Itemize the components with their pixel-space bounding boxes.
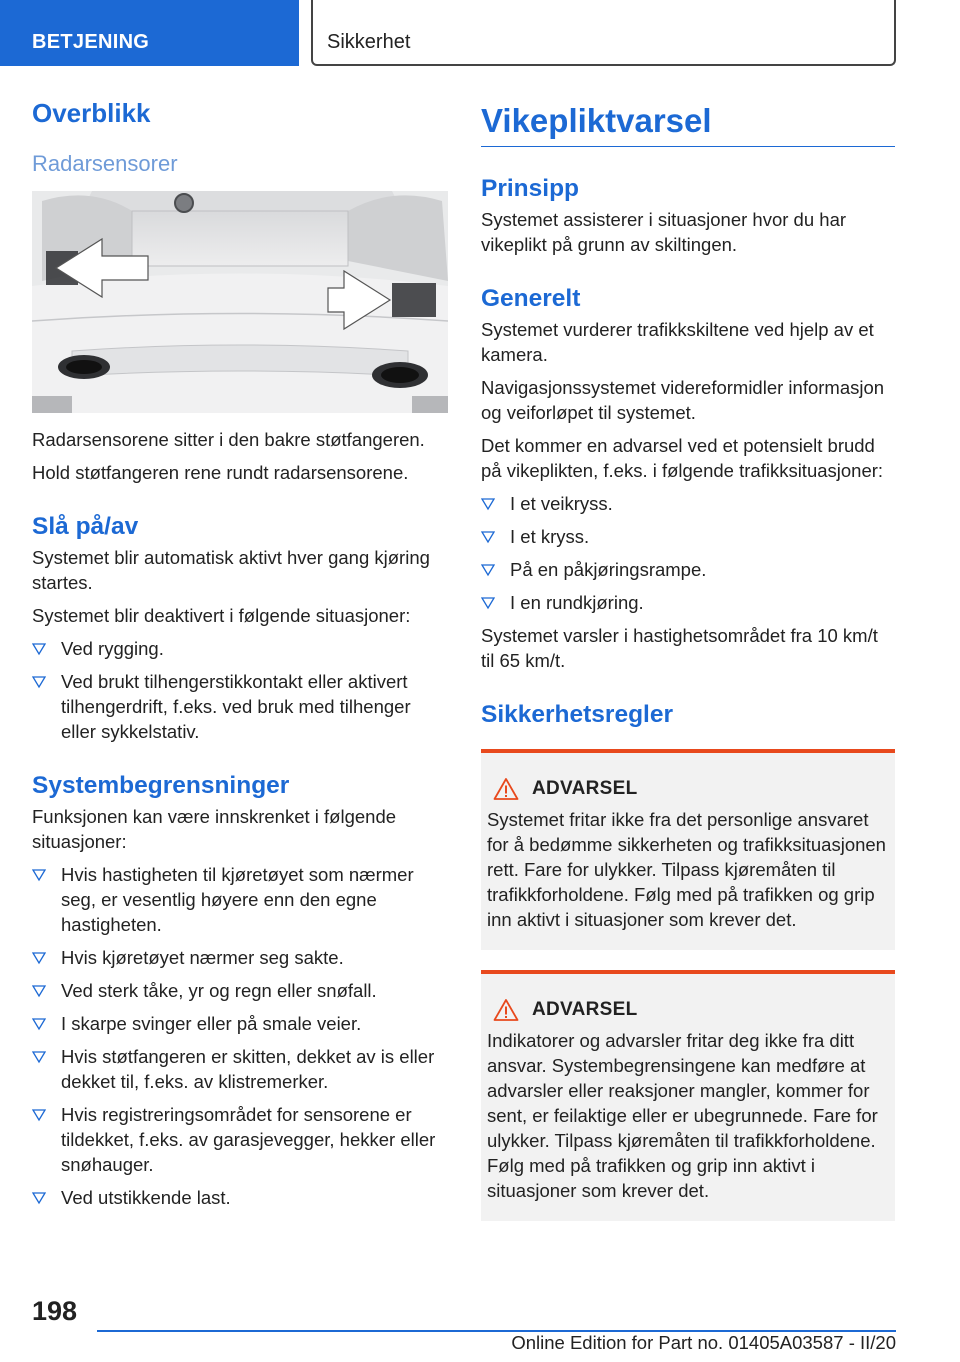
- bullet-list: [32, 636, 448, 744]
- list-item-text: Ved sterk tåke, yr og regn eller snøfall.: [61, 980, 377, 1001]
- list-item: [32, 1102, 448, 1177]
- paragraph: Systemet blir deaktivert i følgende situasjoner:: [32, 605, 411, 626]
- general-heading: Generelt: [481, 285, 581, 312]
- paragraph: Systemet varsler i hastighetsområdet fra 10 km/t til 65 km/t.: [481, 625, 878, 671]
- overview-heading: Overblikk: [32, 98, 151, 128]
- list-item: [32, 1044, 448, 1094]
- onoff-heading: Slå på/av: [32, 513, 139, 540]
- list-item-text: I en rundkjøring.: [510, 592, 644, 613]
- paragraph: Hold støtfangeren rene rundt radarsensorene.: [32, 462, 409, 483]
- warning-text: Indikatorer og advarsler fritar deg ikke fra ditt ansvar. Systembegrensingene kan medføre at advarsler eller reaksjoner mangler, kommer for sent, er feilaktige eller er ubegrunnede. Fare for ulykker. Tilpass kjøremåten til trafikkforholdene. Følg med på trafikken og grip inn aktivt i situasjoner som krever det.: [487, 1030, 878, 1201]
- bullet-triangle-icon: [32, 675, 46, 689]
- list-item-text: Hvis hastigheten til kjøretøyet som nærmer seg, er vesentlig høyere enn den egne hastigheten.: [61, 864, 414, 935]
- list-item: [481, 524, 895, 549]
- principle-heading: Prinsipp: [481, 175, 580, 202]
- bullet-triangle-icon: [32, 1108, 46, 1122]
- page-number: 198: [32, 1296, 78, 1326]
- list-item: [32, 669, 448, 744]
- bullet-triangle-icon: [481, 530, 495, 544]
- list-item: [32, 945, 448, 970]
- car-rear-radar-illustration: [32, 191, 448, 413]
- list-item: [481, 590, 895, 615]
- bullet-list: [32, 862, 448, 1210]
- bullet-triangle-icon: [32, 1191, 46, 1205]
- yield-warning-heading: Vikepliktvarsel: [481, 102, 895, 147]
- left-column: [32, 98, 448, 1218]
- warning-title: ADVARSEL: [532, 778, 638, 799]
- list-item-text: I et kryss.: [510, 526, 590, 547]
- page-header: [0, 0, 960, 66]
- bullet-triangle-icon: [32, 984, 46, 998]
- limits-heading: Systembegrensninger: [32, 772, 290, 799]
- bullet-triangle-icon: [481, 563, 495, 577]
- list-item: [32, 636, 448, 661]
- warning-triangle-icon: [493, 998, 519, 1022]
- paragraph: Det kommer en advarsel ved et potensielt brudd på vikeplikten, f.eks. i følgende trafikksituasjoner:: [481, 435, 884, 481]
- right-column: [481, 98, 895, 1221]
- paragraph: Navigasjonssystemet videreformidler informasjon og veiforløpet til systemet.: [481, 377, 885, 423]
- list-item: [481, 491, 895, 516]
- list-item-text: Hvis kjøretøyet nærmer seg sakte.: [61, 947, 344, 968]
- bullet-triangle-icon: [481, 497, 495, 511]
- list-item-text: Hvis registreringsområdet for sensorene er tildekket, f.eks. av garasjevegger, hekker eller snøhauger.: [61, 1104, 436, 1175]
- edition-info: Online Edition for Part no. 01405A03587 - II/20: [511, 1332, 896, 1353]
- list-item-text: Hvis støtfangeren er skitten, dekket av is eller dekket til, f.eks. av klistremerker.: [61, 1046, 435, 1092]
- warning-title: ADVARSEL: [532, 999, 638, 1020]
- bullet-triangle-icon: [481, 596, 495, 610]
- list-item-text: På en påkjøringsrampe.: [510, 559, 707, 580]
- bullet-list: [481, 491, 895, 615]
- paragraph: Funksjonen kan være innskrenket i følgende situasjoner:: [32, 806, 397, 852]
- paragraph: Radarsensorene sitter i den bakre støtfangeren.: [32, 429, 425, 450]
- warning-title-row: [493, 998, 887, 1022]
- list-item-text: I et veikryss.: [510, 493, 613, 514]
- paragraph: Systemet blir automatisk aktivt hver gang kjøring startes.: [32, 547, 430, 593]
- list-item: [32, 1185, 448, 1210]
- bullet-triangle-icon: [32, 642, 46, 656]
- list-item-text: Ved rygging.: [61, 638, 164, 659]
- list-item: [481, 557, 895, 582]
- radar-sensors-subheading: Radarsensorer: [32, 151, 178, 176]
- chapter-tab: BETJENING: [0, 0, 299, 66]
- paragraph: Systemet vurderer trafikkskiltene ved hjelp av et kamera.: [481, 319, 874, 365]
- list-item-text: Ved brukt tilhengerstikkontakt eller aktivert tilhengerdrift, f.eks. ved bruk med tilhenger eller sykkelstativ.: [61, 671, 411, 742]
- list-item-text: I skarpe svinger eller på smale veier.: [61, 1013, 362, 1034]
- warning-triangle-icon: [493, 777, 519, 801]
- section-tab: Sikkerhet: [311, 0, 896, 66]
- warning-text: Systemet fritar ikke fra det personlige ansvaret for å bedømme sikkerheten og trafikksituasjonen rett. Fare for ulykker. Tilpass kjøremåten til trafikkforholdene. Følg med på trafikken og grip inn aktivt i situasjoner som krever det.: [487, 809, 886, 930]
- bullet-triangle-icon: [32, 1017, 46, 1031]
- bullet-triangle-icon: [32, 1050, 46, 1064]
- warning-box: [481, 970, 895, 1221]
- bullet-triangle-icon: [32, 868, 46, 882]
- paragraph: Systemet assisterer i situasjoner hvor du har vikeplikt på grunn av skiltingen.: [481, 209, 847, 255]
- safety-rules-heading: Sikkerhetsregler: [481, 701, 674, 728]
- warning-title-row: [493, 777, 887, 801]
- list-item: [32, 978, 448, 1003]
- bullet-triangle-icon: [32, 951, 46, 965]
- list-item: [32, 1011, 448, 1036]
- list-item: [32, 862, 448, 937]
- warning-box: [481, 749, 895, 950]
- list-item-text: Ved utstikkende last.: [61, 1187, 231, 1208]
